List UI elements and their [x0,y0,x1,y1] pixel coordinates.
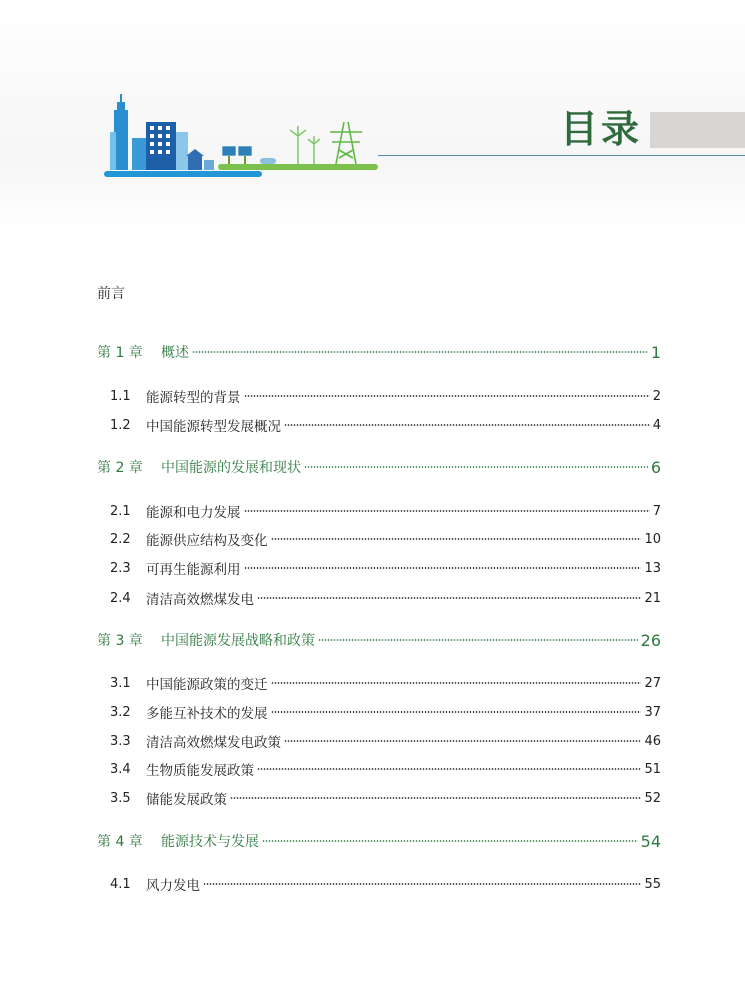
dot-leader [271,682,642,684]
toc-entry-page-number: 21 [644,590,661,606]
toc-entry-number: 3.2 [110,704,131,720]
toc-section-entry[interactable] [110,730,661,752]
toc-chapter-entry[interactable] [97,629,661,651]
toc-entry-number: 3.5 [110,790,131,806]
toc-entry-title: 生物质能发展政策 [146,763,254,779]
toc-entry-title: 清洁高效燃煤发电 [146,592,254,608]
toc-entry-title: 风力发电 [146,878,200,894]
toc-entry-title: 中国能源发展战略和政策 [161,633,315,649]
dot-leader [304,466,648,468]
toc-entry-number: 2.3 [110,560,131,576]
dot-leader [257,597,641,599]
preface-link[interactable]: 前言 [97,286,125,302]
dot-leader [284,740,641,742]
toc-entry-page-number: 54 [640,831,661,851]
toc-section-entry[interactable] [110,557,661,579]
toc-entry-number: 3.1 [110,675,131,691]
toc-entry-title: 概述 [161,345,189,361]
toc-entry-number: 2.1 [110,503,131,519]
dot-leader [271,538,642,540]
toc-entry-title: 能源技术与发展 [161,834,259,850]
dot-leader [262,840,638,842]
toc-entry-page-number: 1 [650,342,661,362]
dot-leader [257,768,641,770]
toc-entry-page-number: 13 [644,560,661,576]
dot-leader [318,639,638,641]
toc-entry-number: 第 2 章 [97,460,143,476]
page-title: 目录 [560,107,643,151]
toc-entry-number: 2.2 [110,531,131,547]
dot-leader [230,797,641,799]
toc-entry-number: 3.3 [110,733,131,749]
toc-section-entry[interactable] [110,672,661,694]
toc-section-entry[interactable] [110,385,661,407]
toc-entry-page-number: 27 [644,675,661,691]
toc-entry-number: 第 1 章 [97,345,143,361]
toc-entry-number: 第 3 章 [97,633,143,649]
toc-entry-number: 2.4 [110,590,131,606]
toc-entry-page-number: 52 [644,790,661,806]
toc-entry-page-number: 55 [644,876,661,892]
toc-entry-page-number: 46 [644,733,661,749]
toc-chapter-entry[interactable] [97,341,661,363]
toc-entry-title: 中国能源转型发展概况 [146,419,281,435]
toc-entry-number: 3.4 [110,761,131,777]
toc-entry-page-number: 2 [652,388,661,404]
toc-section-entry[interactable] [110,873,661,895]
dot-leader [203,883,641,885]
toc-section-entry[interactable] [110,414,661,436]
toc-entry-title: 可再生能源利用 [146,562,241,578]
toc-entry-number: 1.2 [110,417,131,433]
city-energy-illustration [100,92,380,182]
toc-entry-page-number: 37 [644,704,661,720]
toc-entry-title: 中国能源政策的变迁 [146,677,268,693]
toc-entry-number: 1.1 [110,388,131,404]
toc-entry-page-number: 26 [640,630,661,650]
toc-section-entry[interactable] [110,787,661,809]
toc-entry-title: 能源转型的背景 [146,390,241,406]
toc-section-entry[interactable] [110,701,661,723]
toc-entry-title: 能源供应结构及变化 [146,533,268,549]
header-rule [378,155,745,156]
toc-entry-title: 能源和电力发展 [146,505,241,521]
dot-leader [244,395,650,397]
dot-leader [244,510,650,512]
toc-chapter-entry[interactable] [97,830,661,852]
dot-leader [284,424,650,426]
toc-entry-page-number: 10 [644,531,661,547]
toc-entry-page-number: 7 [652,503,661,519]
toc-section-entry[interactable] [110,528,661,550]
toc-entry-page-number: 51 [644,761,661,777]
dot-leader [244,567,642,569]
toc-entry-page-number: 4 [652,417,661,433]
toc-section-entry[interactable] [110,758,661,780]
toc-entry-title: 储能发展政策 [146,792,227,808]
dot-leader [271,711,642,713]
title-accent-bar [650,112,745,148]
toc-chapter-entry[interactable] [97,456,661,478]
toc-entry-title: 清洁高效燃煤发电政策 [146,735,281,751]
dot-leader [192,351,648,353]
toc-entry-title: 多能互补技术的发展 [146,706,268,722]
toc-entry-title: 中国能源的发展和现状 [161,460,301,476]
toc-section-entry[interactable] [110,587,661,609]
toc-entry-number: 4.1 [110,876,131,892]
toc-section-entry[interactable] [110,500,661,522]
toc-entry-number: 第 4 章 [97,834,143,850]
toc-entry-page-number: 6 [650,457,661,477]
